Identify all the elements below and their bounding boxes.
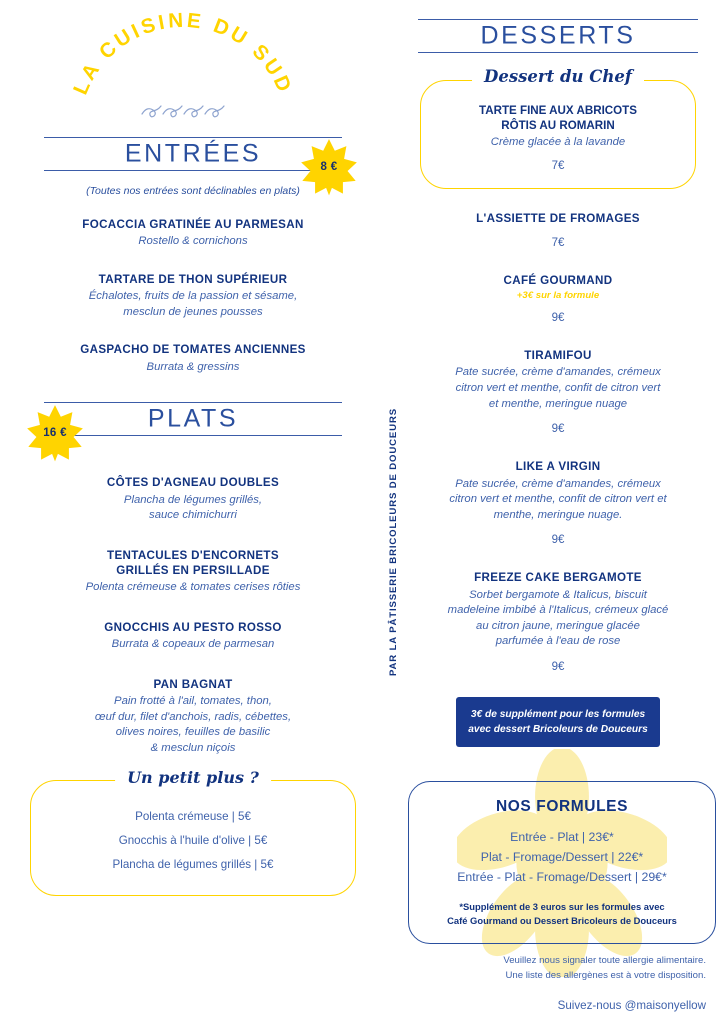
petit-plus-lines: [45, 805, 341, 876]
menu-item-desc: Rostello & cornichons: [138, 235, 248, 248]
section-header-plats: [44, 397, 342, 441]
menu-item-name: TIRAMIFOU: [524, 349, 592, 363]
brand-logo: [0, 0, 386, 132]
menu-item-price: 9€: [551, 312, 565, 325]
price-badge-plats-label: 16 €: [43, 427, 67, 439]
menu-item-desc: Échalotes, fruits de la passion et sésame, mesclun de jeunes pousses: [88, 290, 298, 318]
formules-card: [408, 781, 716, 944]
chef-dessert-price: 7€: [551, 159, 565, 172]
allergy-notice: Veuillez nous signaler toute allergie alimentaire. Une liste des allergènes est à votre disposition.: [503, 955, 706, 981]
chef-dessert-name: TARTE FINE AUX ABRICOTS RÔTIS AU ROMARIN: [478, 104, 637, 133]
menu-item: [0, 272, 386, 320]
section-header-desserts: [418, 14, 698, 58]
menu-item-name: TENTACULES D'ENCORNETS GRILLÉS EN PERSILLADE: [107, 548, 279, 577]
right-column: [386, 0, 724, 1024]
menu-item-price: 9€: [551, 423, 565, 436]
formules-note: *Supplément de 3 euros sur les formules avec Café Gourmand ou Dessert Bricoleurs de Douceurs: [447, 901, 677, 926]
price-badge-plats: [26, 404, 84, 462]
formule-line: Entrée - Plat - Fromage/Dessert | 29€*: [457, 870, 667, 885]
menu-item-name: GNOCCHIS AU PESTO ROSSO: [104, 620, 282, 634]
plats-item-list: [0, 475, 386, 756]
menu-item: [0, 620, 386, 653]
section-header-entrees: [44, 132, 342, 176]
page-footer: [503, 954, 706, 1012]
menu-item-name: L'ASSIETTE DE FROMAGES: [476, 211, 640, 225]
brand-arc-text: LA CUISINE DU SUD: [68, 10, 298, 99]
header-rule-bottom: [44, 170, 342, 171]
formule-line: Plat - Fromage/Dessert | 22€*: [480, 850, 644, 865]
patisserie-vertical-label: PAR LA PÂTISSERIE BRICOLEURS DE DOUCEURS: [388, 408, 399, 677]
menu-item: [408, 273, 708, 324]
header-rule-bottom: [418, 52, 698, 53]
menu-item: [408, 570, 708, 673]
menu-item-name: FOCACCIA GRATINÉE AU PARMESAN: [82, 218, 304, 231]
menu-item-desc: Burrata & gressins: [146, 360, 240, 373]
menu-item-name: GASPACHO DE TOMATES ANCIENNES: [80, 343, 306, 357]
petit-plus-line: Gnocchis à l'huile d'olive | 5€: [118, 834, 268, 848]
formules-lines: [419, 828, 705, 888]
menu-item-desc: Plancha de légumes grillés, sauce chimichurri: [123, 493, 263, 522]
menu-item: [408, 348, 708, 435]
menu-item-name: CAFÉ GOURMAND: [503, 273, 613, 287]
petit-plus-line: Polenta crémeuse | 5€: [135, 810, 251, 824]
menu-item-desc: Polenta crémeuse & tomates cerises rôties: [85, 581, 301, 594]
menu-item-name: PAN BAGNAT: [153, 677, 233, 691]
petit-plus-line: Plancha de légumes grillés | 5€: [112, 857, 274, 871]
menu-item-desc: Pate sucrée, crème d'amandes, crémeux citron vert et menthe, confit de citron vert et menthe, meringue nuage: [455, 366, 661, 410]
header-rule-top: [44, 137, 342, 138]
social-handle: Suivez-nous @maisonyellow: [557, 999, 706, 1012]
menu-item-price: 9€: [551, 660, 565, 673]
menu-item-name: LIKE A VIRGIN: [515, 460, 601, 474]
entrees-note: (Toutes nos entrées sont déclinables en plats): [86, 185, 300, 197]
entrees-item-list: [0, 217, 386, 375]
desserts-container: [408, 14, 708, 747]
chef-dessert-desc: Crème glacée à la lavande: [490, 135, 626, 148]
petit-plus-card: [30, 768, 356, 895]
menu-item-name: FREEZE CAKE BERGAMOTE: [474, 571, 642, 585]
header-rule-top: [418, 19, 698, 20]
menu-item-desc: Pain frotté à l'ail, tomates, thon, œuf dur, filet d'anchois, radis, cébettes, olives noires, feuilles de basilic & mesclun niçois: [94, 695, 292, 754]
menu-item: [408, 211, 708, 249]
header-rule-bottom: [44, 435, 342, 436]
price-badge-entrees-label: 8 €: [320, 161, 338, 173]
petit-plus-title: Un petit plus ?: [115, 768, 271, 787]
formules-section: [408, 781, 716, 944]
menu-item: [0, 475, 386, 523]
menu-item-price: 9€: [551, 534, 565, 547]
menu-item-supplement: +3€ sur la formule: [516, 290, 600, 302]
section-title-desserts: DESSERTS: [418, 22, 698, 51]
dessert-item-list: [408, 211, 708, 673]
formule-line: Entrée - Plat | 23€*: [510, 830, 614, 845]
menu-item: [408, 459, 708, 546]
menu-item-name: CÔTES D'AGNEAU DOUBLES: [106, 476, 280, 490]
header-rule-top: [44, 402, 342, 403]
section-title-plats: PLATS: [44, 405, 342, 434]
menu-item: [0, 548, 386, 596]
menu-item: [0, 217, 386, 250]
menu-item-name: TARTARE DE THON SUPÉRIEUR: [98, 272, 288, 286]
menu-item-desc: Burrata & copeaux de parmesan: [111, 638, 275, 651]
menu-item: [0, 342, 386, 375]
price-badge-entrees: [300, 138, 358, 196]
dessert-du-chef-title: Dessert du Chef: [472, 67, 644, 86]
section-title-entrees: ENTRÉES: [44, 140, 342, 169]
formules-title: NOS FORMULES: [495, 798, 629, 816]
menu-item-desc: Sorbet bergamote & Italicus, biscuit madeleine imbibé à l'Italicus, crémeux glacé au citron jaune, meringue glacée parfumée à l'eau de rose: [447, 588, 669, 648]
supplement-notice-box: 3€ de supplément pour les formules avec dessert Bricoleurs de Douceurs: [456, 697, 660, 748]
menu-item: [0, 677, 386, 757]
wave-divider-icon: [140, 100, 232, 124]
menu-item-price: 7€: [551, 236, 565, 249]
menu-item-desc: Pate sucrée, crème d'amandes, crémeux citron vert et menthe, confit de citron vert et menthe, meringue nuage.: [449, 477, 667, 521]
dessert-du-chef-card: [420, 67, 696, 189]
